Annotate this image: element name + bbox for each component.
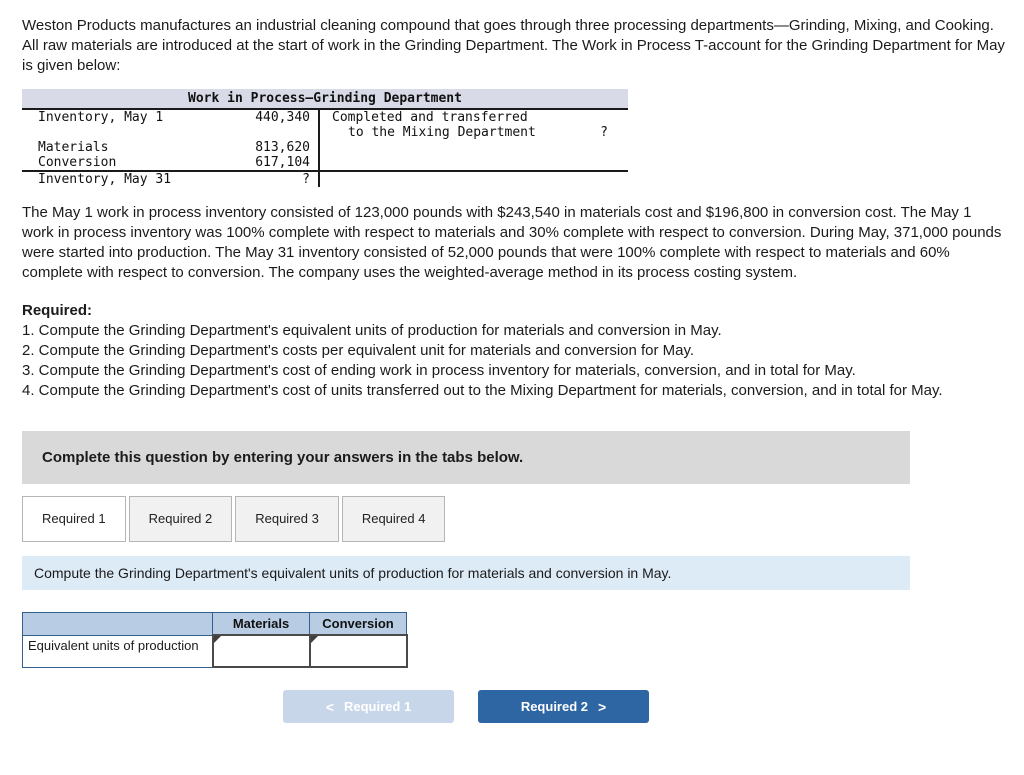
ta-entry-label: Inventory, May 1 [38,110,164,125]
tab-required-1[interactable]: Required 1 [22,496,126,542]
problem-intro: Weston Products manufactures an industrial cleaning compound that goes through three processing departments—Grinding, Mixing, and Cooking. All raw materials are introduced at the start of work in the Grinding Department. The Work in Process T-account for the Grinding Department for May is given below: [22,17,1005,74]
tab-required-3[interactable]: Required 3 [235,496,339,542]
chevron-left-icon: < [325,698,334,715]
t-account-row [22,155,628,172]
t-account [22,89,628,187]
tab-instruction-bar: Compute the Grinding Department's equivalent units of production for materials and conversion in May. [22,556,910,590]
required-item: 4. Compute the Grinding Department's cost of units transferred out to the Mixing Department for materials, conversion, and in total for May. [22,382,943,399]
tab-required-4[interactable]: Required 4 [342,496,446,542]
ta-entry-label: Materials [38,140,109,155]
t-account-row [22,172,628,187]
instruction-banner: Complete this question by entering your answers in the tabs below. [22,431,910,484]
ta-credit-label: Completed and transferred [332,110,528,125]
materials-input[interactable] [214,636,309,666]
tab-required-2[interactable]: Required 2 [129,496,233,542]
materials-input-cell [213,635,310,667]
corner-header-cell [23,613,213,636]
t-account-title: Work in Process—Grinding Department [22,89,628,110]
prev-button[interactable] [283,690,454,723]
ta-entry-amount: 617,104 [255,155,310,170]
required-section [22,301,1004,401]
conversion-input[interactable] [311,636,406,666]
required-item: 2. Compute the Grinding Department's costs per equivalent unit for materials and conversion for May. [22,342,695,359]
tab-nav-buttons [22,690,910,723]
required-heading: Required: [22,302,93,319]
t-account-row [22,110,628,125]
ta-entry-label: Conversion [38,155,117,170]
conversion-input-cell [310,635,407,667]
ta-entry-amount: ? [302,172,310,187]
col-header-conversion: Conversion [310,613,407,636]
t-account-row [22,125,628,140]
ta-credit-label: to the Mixing Department [348,125,536,140]
answers-table [22,612,408,668]
row-label-equivalent-units: Equivalent units of production [23,635,213,667]
ta-entry-amount: 813,620 [255,140,310,155]
body-paragraph: The May 1 work in process inventory consisted of 123,000 pounds with $243,540 in materials cost and $196,800 in conversion cost. The May 1 work in process inventory was 100% complete with respect to materials and 30% complete with respect to conversion. During May, 371,000 pounds were started into production. The May 31 inventory consisted of 52,000 pounds that were 100% complete with respect to materials and 60% complete with respect to conversion. The company uses the weighted-average method in its process costing system. [22,204,1002,281]
ta-credit-amount: ? [600,125,608,140]
next-button-label: Required 2 [520,699,588,714]
ta-entry-label: Inventory, May 31 [38,172,172,187]
t-account-row [22,140,628,155]
col-header-materials: Materials [213,613,310,636]
chevron-right-icon: > [598,698,607,715]
prev-button-label: Required 1 [344,699,412,714]
next-button[interactable] [478,690,649,723]
required-tabs [22,496,1004,542]
ta-entry-amount: 440,340 [255,110,310,125]
required-item: 1. Compute the Grinding Department's equivalent units of production for materials and conversion in May. [22,322,722,339]
required-item: 3. Compute the Grinding Department's cost of ending work in process inventory for materials, conversion, and in total for May. [22,362,856,379]
